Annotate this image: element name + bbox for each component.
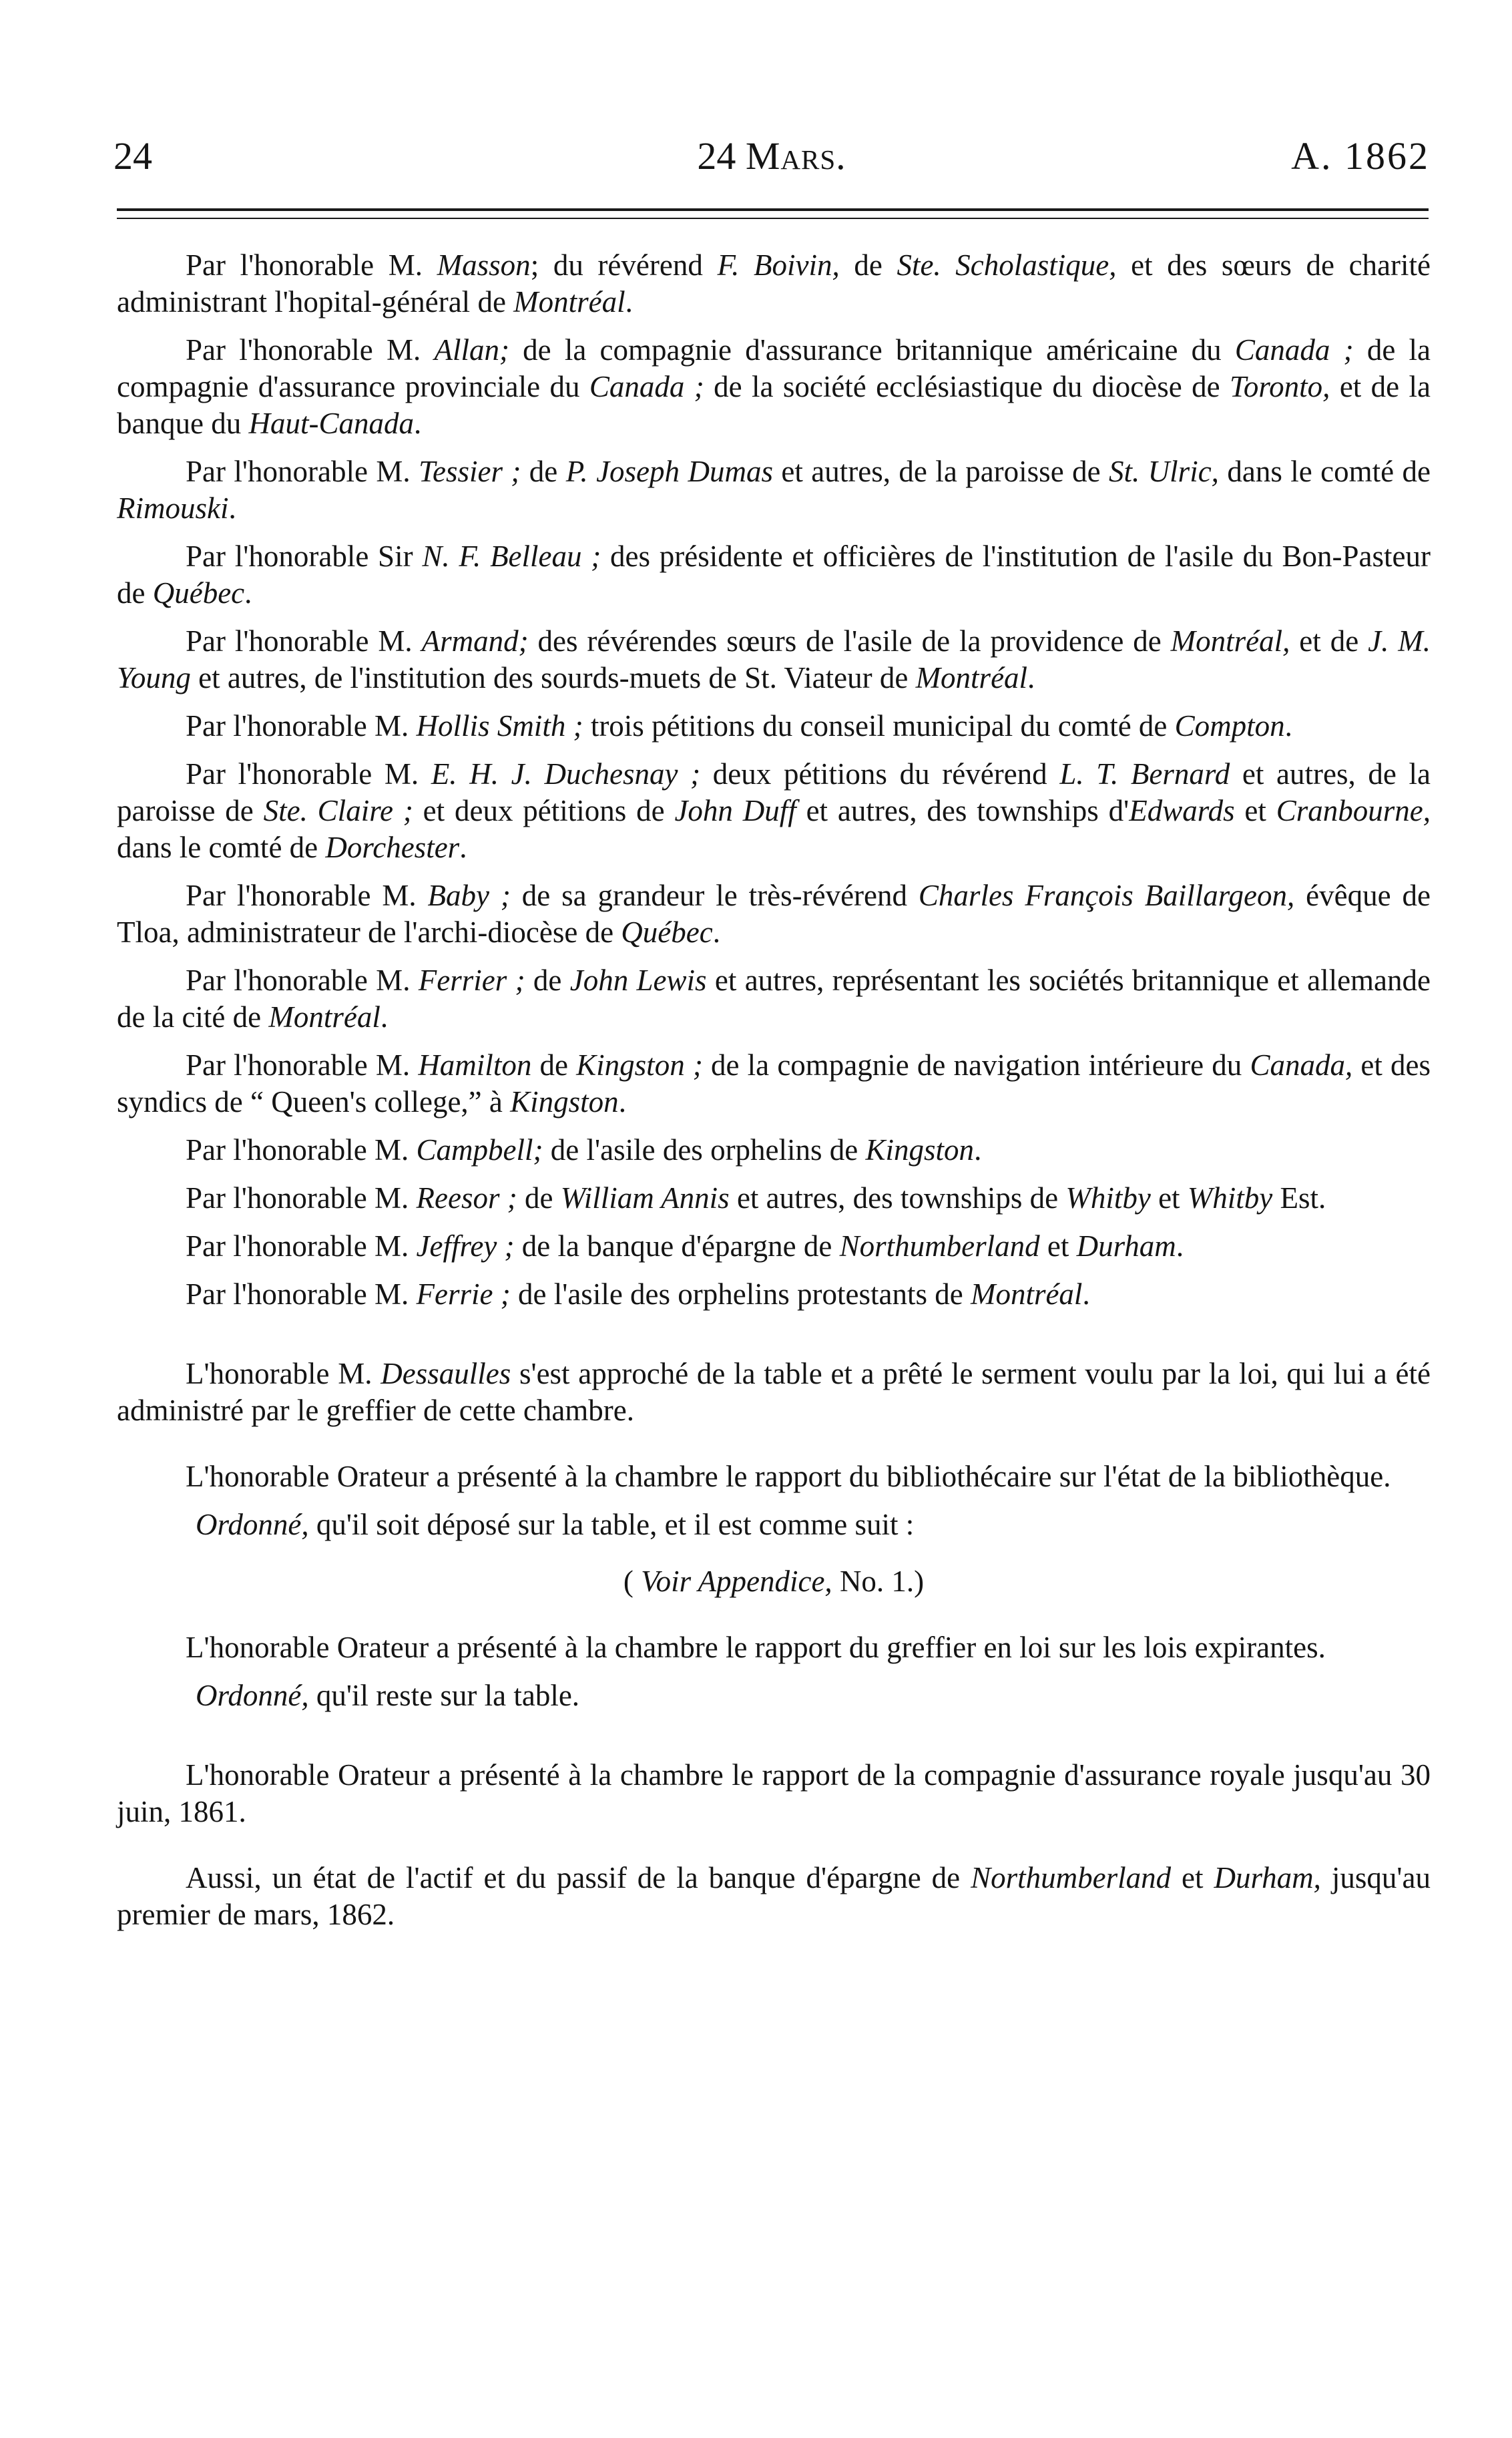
petition-paragraph: Par l'honorable M. Armand; des révérendes sœurs de l'asile de la providence de Montréal, et de J. M. Young et autres, de l'institution des sourds-muets de St. Viateur de Montréal. <box>117 624 1431 694</box>
page-number: 24 <box>113 134 152 178</box>
petition-paragraph: Par l'honorable M. Ferrier ; de John Lewis et autres, représentant les sociétés britannique et allemande de la cité de Montréal. <box>117 964 1431 1034</box>
appendix-reference: ( Voir Appendice, No. 1.) <box>623 1565 925 1598</box>
library-report-paragraph: L'honorable Orateur a présenté à la chambre le rapport du bibliothécaire sur l'état de la bibliothèque. <box>186 1460 1391 1493</box>
petition-paragraph: Par l'honorable M. Jeffrey ; de la banque d'épargne de Northumberland et Durham. <box>186 1229 1184 1263</box>
petition-paragraph: Par l'honorable Sir N. F. Belleau ; des présidente et officières de l'institution de l'asile du Bon-Pasteur de Québec. <box>117 540 1431 610</box>
petition-paragraph: Par l'honorable M. Campbell; de l'asile des orphelins de Kingston. <box>186 1133 982 1167</box>
date-number: 24 <box>697 134 736 178</box>
page-header <box>113 134 1430 180</box>
petition-paragraph: Par l'honorable M. Hamilton de Kingston ; de la compagnie de navigation intérieure du Canada, et des syndics de “ Queen's college,” à Kingston. <box>117 1048 1431 1119</box>
insurance-report-paragraph: L'honorable Orateur a présenté à la chambre le rapport de la compagnie d'assurance royale jusqu'au 30 juin, 1861. <box>117 1758 1431 1828</box>
bank-statement-paragraph: Aussi, un état de l'actif et du passif de la banque d'épargne de Northumberland et Durham, jusqu'au premier de mars, 1862. <box>117 1861 1431 1931</box>
date-month: Mars. <box>745 134 846 178</box>
petition-paragraph: Par l'honorable M. E. H. J. Duchesnay ; deux pétitions du révérend L. T. Bernard et autres, de la paroisse de Ste. Claire ; et deux pétitions de John Duff et autres, des townships d'Edwards et Cranbourne, dans le comté de Dorchester. <box>117 757 1431 864</box>
header-rule-thin <box>117 218 1429 219</box>
header-rule-thick <box>117 208 1429 211</box>
clerk-report-paragraph: L'honorable Orateur a présenté à la chambre le rapport du greffier en loi sur les lois expirantes. <box>186 1631 1326 1664</box>
petition-paragraph: Par l'honorable M. Baby ; de sa grandeur le très-révérend Charles François Baillargeon, évêque de Tloa, administrateur de l'archi-diocèse de Québec. <box>117 879 1431 949</box>
ordonne-line: Ordonné, qu'il soit déposé sur la table, et il est comme suit : <box>196 1508 915 1541</box>
oath-paragraph: L'honorable M. Dessaulles s'est approché de la table et a prêté le serment voulu par la loi, qui lui a été administré par le greffier de cette chambre. <box>117 1357 1431 1427</box>
document-body <box>117 247 1431 1945</box>
petition-paragraph: Par l'honorable M. Ferrie ; de l'asile des orphelins protestants de Montréal. <box>186 1277 1090 1311</box>
petition-paragraph: Par l'honorable M. Reesor ; de William Annis et autres, des townships de Whitby et Whitby Est. <box>186 1181 1326 1215</box>
petition-paragraph: Par l'honorable M. Tessier ; de P. Joseph Dumas et autres, de la paroisse de St. Ulric, dans le comté de Rimouski. <box>117 455 1431 525</box>
petition-paragraph: Par l'honorable M. Masson; du révérend F. Boivin, de Ste. Scholastique, et des sœurs de charité administrant l'hopital-général de Montréal. <box>117 248 1431 319</box>
petition-paragraph: Par l'honorable M. Hollis Smith ; trois pétitions du conseil municipal du comté de Compton. <box>186 709 1292 743</box>
running-title <box>113 134 1430 178</box>
year-label: A. 1862 <box>1291 134 1430 178</box>
ordonne-line: Ordonné, qu'il reste sur la table. <box>196 1679 580 1712</box>
petition-paragraph: Par l'honorable M. Allan; de la compagnie d'assurance britannique américaine du Canada ; de la compagnie d'assurance provinciale du Canada ; de la société ecclésiastique du diocèse de Toronto, et de la banque du Haut-Canada. <box>117 333 1431 440</box>
